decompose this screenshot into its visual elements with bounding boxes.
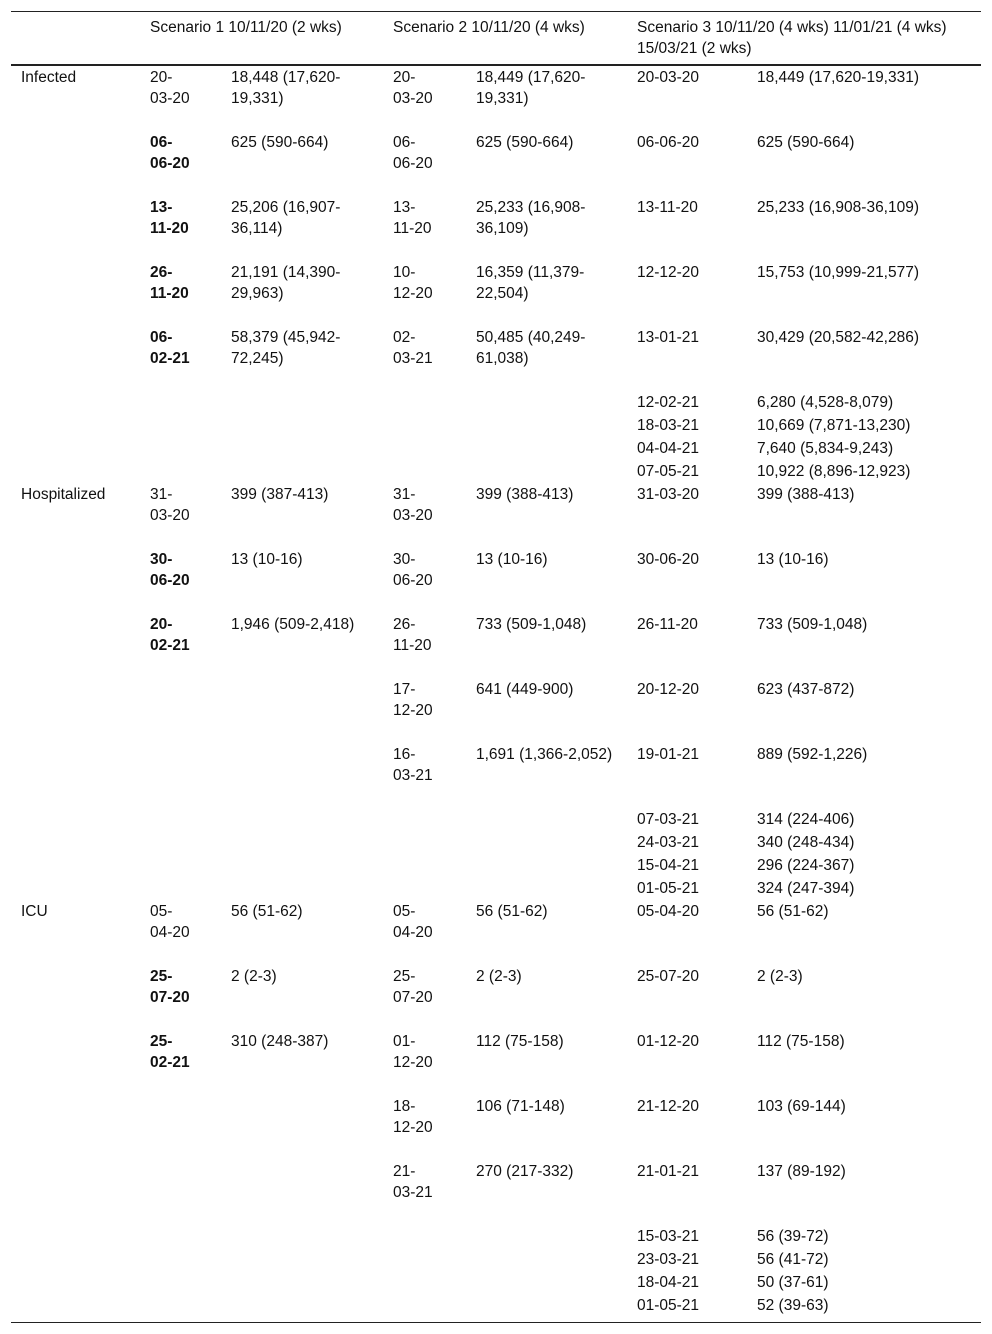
icu-s3-date: 21-01-21 (637, 1163, 700, 1180)
icu-s3-value: 103 (69-144) (757, 1098, 846, 1115)
hospitalized-s1-date: 20-02-21 (150, 616, 190, 654)
hospitalized-s3-value: 324 (247-394) (757, 880, 855, 897)
icu-s2-value: 270 (217-332) (476, 1163, 574, 1180)
icu-s3-value: 56 (39-72) (757, 1228, 829, 1245)
section-label-infected: Infected (21, 69, 77, 86)
header-scenario-2: Scenario 2 10/11/20 (4 wks) (393, 19, 585, 36)
header-scenario-3: Scenario 3 10/11/20 (4 wks) 11/01/21 (4 wks) 15/03/21 (2 wks) (637, 19, 947, 57)
icu-s3-value: 137 (89-192) (757, 1163, 846, 1180)
hospitalized-s1-value: 399 (387-413) (231, 486, 329, 503)
infected-s3-value: 25,233 (16,908-36,109) (757, 199, 920, 216)
infected-s1-value: 18,448 (17,620-19,331) (231, 69, 341, 107)
icu-s2-value: 56 (51-62) (476, 903, 548, 920)
hospitalized-s2-value: 641 (449-900) (476, 681, 574, 698)
header-rule (11, 64, 981, 66)
hospitalized-s3-value: 296 (224-367) (757, 857, 855, 874)
section-label-icu: ICU (21, 903, 48, 920)
infected-s1-value: 58,379 (45,942-72,245) (231, 329, 341, 367)
icu-s3-date: 18-04-21 (637, 1274, 700, 1291)
icu-s3-date: 23-03-21 (637, 1251, 700, 1268)
hospitalized-s3-value: 399 (388-413) (757, 486, 855, 503)
icu-s2-value: 112 (75-158) (476, 1033, 564, 1050)
hospitalized-s2-value: 733 (509-1,048) (476, 616, 587, 633)
infected-s2-date: 10-12-20 (393, 264, 433, 302)
icu-s3-value: 112 (75-158) (757, 1033, 845, 1050)
infected-s3-value: 10,922 (8,896-12,923) (757, 463, 911, 480)
icu-s3-value: 52 (39-63) (757, 1297, 829, 1314)
icu-s3-date: 21-12-20 (637, 1098, 700, 1115)
infected-s2-value: 18,449 (17,620-19,331) (476, 69, 586, 107)
hospitalized-s3-date: 07-03-21 (637, 811, 700, 828)
hospitalized-s3-date: 15-04-21 (637, 857, 700, 874)
infected-s3-value: 6,280 (4,528-8,079) (757, 394, 894, 411)
hospitalized-s2-date: 26-11-20 (393, 616, 432, 654)
table-top-rule (11, 11, 981, 12)
icu-s1-date: 25-02-21 (150, 1033, 190, 1071)
infected-s1-value: 21,191 (14,390-29,963) (231, 264, 341, 302)
icu-s1-value: 56 (51-62) (231, 903, 303, 920)
icu-s1-value: 310 (248-387) (231, 1033, 329, 1050)
icu-s3-value: 56 (41-72) (757, 1251, 829, 1268)
infected-s3-date: 04-04-21 (637, 440, 700, 457)
hospitalized-s3-value: 314 (224-406) (757, 811, 855, 828)
hospitalized-s2-value: 399 (388-413) (476, 486, 574, 503)
icu-s2-date: 25-07-20 (393, 968, 433, 1006)
hospitalized-s2-value: 13 (10-16) (476, 551, 548, 568)
infected-s3-date: 07-05-21 (637, 463, 700, 480)
icu-s3-date: 05-04-20 (637, 903, 700, 920)
infected-s3-value: 10,669 (7,871-13,230) (757, 417, 911, 434)
infected-s3-date: 12-02-21 (637, 394, 700, 411)
infected-s3-date: 13-01-21 (637, 329, 700, 346)
hospitalized-s3-date: 30-06-20 (637, 551, 700, 568)
infected-s3-value: 625 (590-664) (757, 134, 855, 151)
infected-s2-date: 20-03-20 (393, 69, 433, 107)
hospitalized-s3-date: 01-05-21 (637, 880, 700, 897)
infected-s2-value: 16,359 (11,379-22,504) (476, 264, 585, 302)
hospitalized-s1-date: 30-06-20 (150, 551, 190, 589)
infected-s3-date: 06-06-20 (637, 134, 700, 151)
hospitalized-s3-value: 889 (592-1,226) (757, 746, 868, 763)
hospitalized-s2-date: 30-06-20 (393, 551, 433, 589)
icu-s3-value: 2 (2-3) (757, 968, 803, 985)
infected-s1-value: 625 (590-664) (231, 134, 329, 151)
infected-s3-date: 13-11-20 (637, 199, 698, 216)
icu-s3-date: 25-07-20 (637, 968, 700, 985)
hospitalized-s1-value: 13 (10-16) (231, 551, 303, 568)
infected-s1-date: 26-11-20 (150, 264, 189, 302)
icu-s1-date: 05-04-20 (150, 903, 190, 941)
infected-s1-date: 20-03-20 (150, 69, 190, 107)
icu-s3-date: 01-05-21 (637, 1297, 700, 1314)
infected-s2-value: 25,233 (16,908-36,109) (476, 199, 586, 237)
hospitalized-s3-date: 24-03-21 (637, 834, 700, 851)
hospitalized-s3-date: 19-01-21 (637, 746, 700, 763)
icu-s3-date: 01-12-20 (637, 1033, 700, 1050)
icu-s3-date: 15-03-21 (637, 1228, 700, 1245)
icu-s3-value: 50 (37-61) (757, 1274, 829, 1291)
infected-s1-value: 25,206 (16,907-36,114) (231, 199, 341, 237)
infected-s3-date: 18-03-21 (637, 417, 700, 434)
icu-s1-value: 2 (2-3) (231, 968, 277, 985)
hospitalized-s1-date: 31-03-20 (150, 486, 190, 524)
infected-s2-date: 02-03-21 (393, 329, 433, 367)
icu-s2-value: 2 (2-3) (476, 968, 522, 985)
hospitalized-s3-date: 31-03-20 (637, 486, 700, 503)
infected-s3-value: 30,429 (20,582-42,286) (757, 329, 920, 346)
infected-s3-value: 18,449 (17,620-19,331) (757, 69, 920, 86)
hospitalized-s2-date: 16-03-21 (393, 746, 433, 784)
infected-s3-date: 12-12-20 (637, 264, 700, 281)
header-scenario-1: Scenario 1 10/11/20 (2 wks) (150, 19, 342, 36)
hospitalized-s3-value: 13 (10-16) (757, 551, 829, 568)
hospitalized-s3-date: 26-11-20 (637, 616, 698, 633)
infected-s3-value: 15,753 (10,999-21,577) (757, 264, 920, 281)
hospitalized-s3-value: 340 (248-434) (757, 834, 855, 851)
infected-s2-value: 625 (590-664) (476, 134, 574, 151)
hospitalized-s1-value: 1,946 (509-2,418) (231, 616, 355, 633)
hospitalized-s3-date: 20-12-20 (637, 681, 700, 698)
infected-s1-date: 06-02-21 (150, 329, 190, 367)
infected-s2-date: 06-06-20 (393, 134, 433, 172)
icu-s3-value: 56 (51-62) (757, 903, 829, 920)
icu-s2-date: 01-12-20 (393, 1033, 433, 1071)
infected-s2-date: 13-11-20 (393, 199, 432, 237)
hospitalized-s3-value: 623 (437-872) (757, 681, 855, 698)
hospitalized-s2-date: 17-12-20 (393, 681, 433, 719)
hospitalized-s2-date: 31-03-20 (393, 486, 433, 524)
icu-s2-date: 21-03-21 (393, 1163, 433, 1201)
infected-s2-value: 50,485 (40,249-61,038) (476, 329, 586, 367)
icu-s2-date: 18-12-20 (393, 1098, 433, 1136)
infected-s3-value: 7,640 (5,834-9,243) (757, 440, 894, 457)
icu-s2-date: 05-04-20 (393, 903, 433, 941)
infected-s1-date: 13-11-20 (150, 199, 189, 237)
section-label-hospitalized: Hospitalized (21, 486, 106, 503)
icu-s2-value: 106 (71-148) (476, 1098, 565, 1115)
infected-s1-date: 06-06-20 (150, 134, 190, 172)
hospitalized-s2-value: 1,691 (1,366-2,052) (476, 746, 613, 763)
infected-s3-date: 20-03-20 (637, 69, 700, 86)
table-bottom-rule (11, 1322, 981, 1323)
hospitalized-s3-value: 733 (509-1,048) (757, 616, 868, 633)
icu-s1-date: 25-07-20 (150, 968, 190, 1006)
